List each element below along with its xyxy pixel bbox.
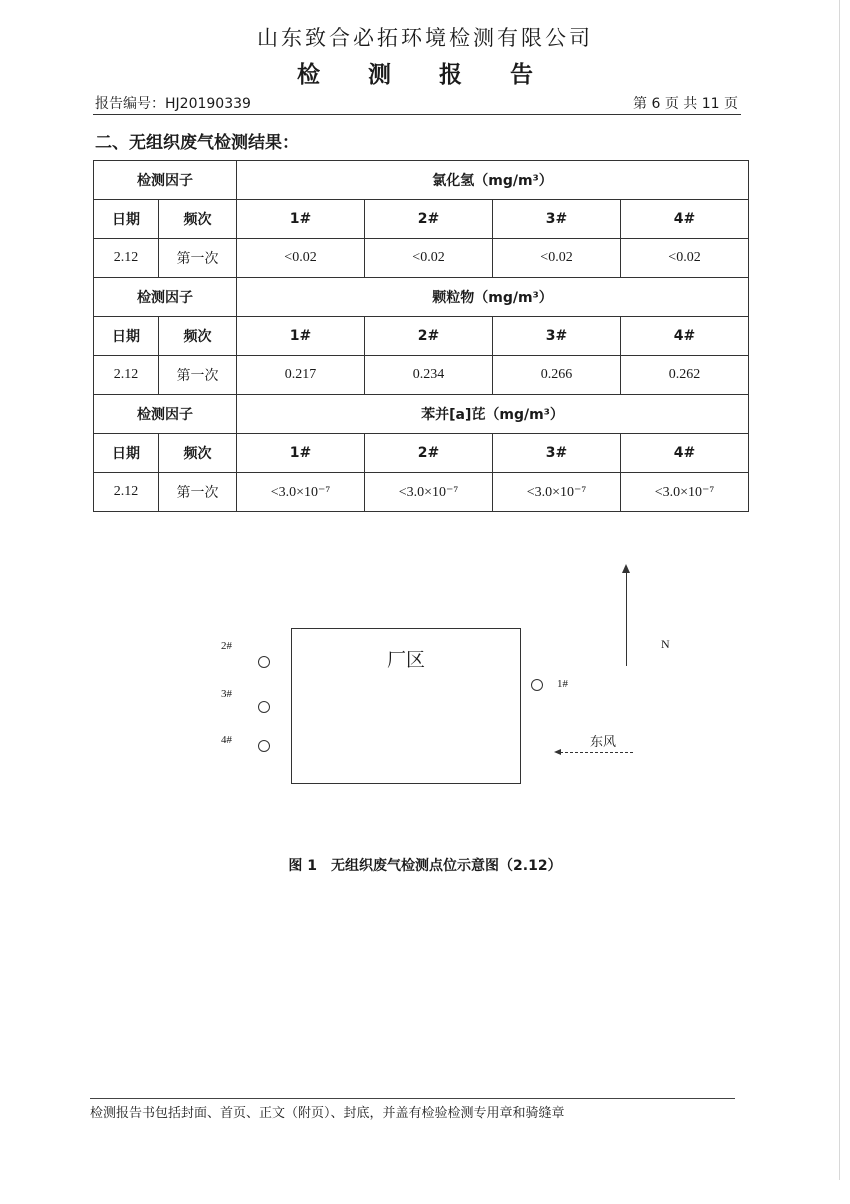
point-marker-3 bbox=[258, 701, 270, 713]
point-header: 4# bbox=[621, 200, 749, 239]
factor-name: 苯并[a]芘（mg/m³） bbox=[237, 395, 749, 434]
value-cell: <3.0×10⁻⁷ bbox=[237, 473, 365, 512]
report-title: 检 测 报 告 bbox=[296, 62, 554, 88]
value-cell: <0.02 bbox=[365, 239, 493, 278]
value-cell: <3.0×10⁻⁷ bbox=[621, 473, 749, 512]
factor-name: 颗粒物（mg/m³） bbox=[237, 278, 749, 317]
page-info: 第 6 页 共 11 页 bbox=[633, 96, 738, 112]
freq-cell: 第一次 bbox=[159, 473, 237, 512]
date-header: 日期 bbox=[94, 200, 159, 239]
factor-label: 检测因子 bbox=[94, 161, 237, 200]
value-cell: 0.234 bbox=[365, 356, 493, 395]
point-marker-2 bbox=[258, 656, 270, 668]
report-number bbox=[95, 93, 251, 113]
figure-caption: 图 1 无组织废气检测点位示意图（2.12） bbox=[288, 858, 562, 874]
value-cell: 0.217 bbox=[237, 356, 365, 395]
point-label-1: 1# bbox=[557, 678, 568, 690]
value-cell: <3.0×10⁻⁷ bbox=[493, 473, 621, 512]
factor-label: 检测因子 bbox=[94, 278, 237, 317]
wind-arrow-line bbox=[560, 752, 633, 753]
value-row bbox=[94, 239, 749, 278]
factor-row bbox=[94, 161, 749, 200]
factor-row bbox=[94, 395, 749, 434]
point-marker-1 bbox=[531, 679, 543, 691]
freq-cell: 第一次 bbox=[159, 239, 237, 278]
footer-divider bbox=[90, 1098, 735, 1099]
north-label: N bbox=[661, 637, 670, 651]
value-row bbox=[94, 356, 749, 395]
point-marker-4 bbox=[258, 740, 270, 752]
company-name: 山东致合必拓环境检测有限公司 bbox=[257, 26, 593, 50]
section-title: 二、无组织废气检测结果： bbox=[95, 133, 299, 153]
north-arrow-line bbox=[626, 570, 627, 666]
point-label-3: 3# bbox=[221, 688, 232, 700]
point-header: 1# bbox=[237, 200, 365, 239]
factor-label: 检测因子 bbox=[94, 395, 237, 434]
point-label-2: 2# bbox=[221, 640, 232, 652]
report-number-value: HJ20190339 bbox=[165, 96, 251, 112]
point-header: 1# bbox=[237, 317, 365, 356]
wind-label: 东风 bbox=[590, 735, 617, 750]
date-header: 日期 bbox=[94, 317, 159, 356]
point-header: 2# bbox=[365, 434, 493, 473]
scan-edge bbox=[839, 0, 840, 1180]
value-cell: <0.02 bbox=[237, 239, 365, 278]
point-header: 4# bbox=[621, 434, 749, 473]
point-header: 4# bbox=[621, 317, 749, 356]
header-row bbox=[94, 434, 749, 473]
date-cell: 2.12 bbox=[94, 356, 159, 395]
factor-name: 氯化氢（mg/m³） bbox=[237, 161, 749, 200]
point-label-4: 4# bbox=[221, 734, 232, 746]
point-header: 1# bbox=[237, 434, 365, 473]
freq-cell: 第一次 bbox=[159, 356, 237, 395]
report-number-label: 报告编号： bbox=[95, 96, 165, 112]
point-header: 3# bbox=[493, 200, 621, 239]
value-cell: <3.0×10⁻⁷ bbox=[365, 473, 493, 512]
date-cell: 2.12 bbox=[94, 239, 159, 278]
value-cell: 0.266 bbox=[493, 356, 621, 395]
value-cell: <0.02 bbox=[493, 239, 621, 278]
header-row bbox=[94, 317, 749, 356]
footer-note: 检测报告书包括封面、首页、正文（附页）、封底，并盖有检验检测专用章和骑缝章 bbox=[90, 1106, 565, 1121]
date-cell: 2.12 bbox=[94, 473, 159, 512]
factory-label: 厂区 bbox=[386, 649, 425, 671]
date-header: 日期 bbox=[94, 434, 159, 473]
freq-header: 频次 bbox=[159, 317, 237, 356]
point-header: 2# bbox=[365, 200, 493, 239]
value-cell: <0.02 bbox=[621, 239, 749, 278]
value-row bbox=[94, 473, 749, 512]
header-row bbox=[94, 200, 749, 239]
factor-row bbox=[94, 278, 749, 317]
point-header: 3# bbox=[493, 434, 621, 473]
point-header: 2# bbox=[365, 317, 493, 356]
value-cell: 0.262 bbox=[621, 356, 749, 395]
freq-header: 频次 bbox=[159, 200, 237, 239]
results-table bbox=[93, 160, 749, 512]
header-divider bbox=[93, 114, 741, 115]
freq-header: 频次 bbox=[159, 434, 237, 473]
point-header: 3# bbox=[493, 317, 621, 356]
